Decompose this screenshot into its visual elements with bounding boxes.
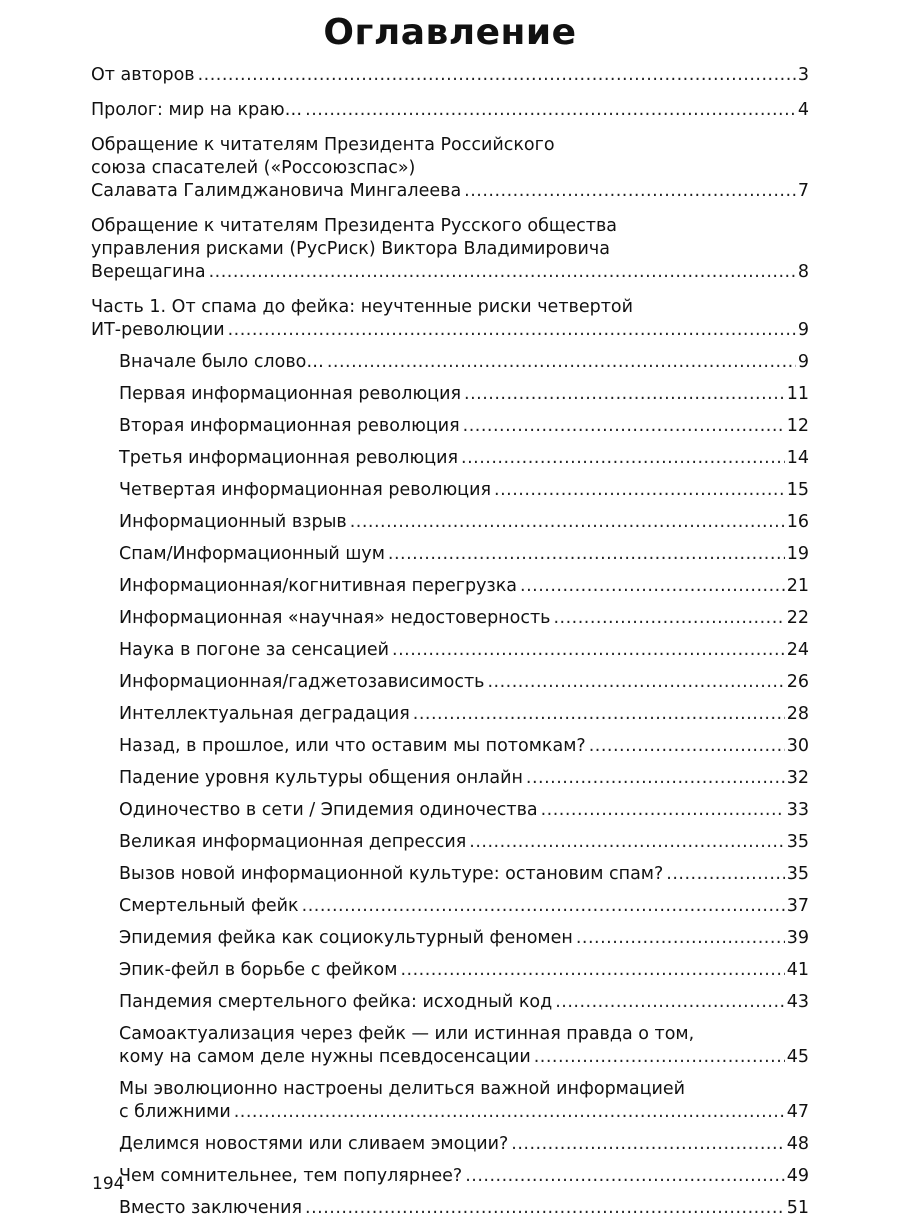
toc-entry: [119, 671, 809, 694]
toc-entry-text: кому на самом деле нужны псевдосенсации: [119, 1047, 531, 1067]
dot-leader: [465, 1165, 785, 1188]
toc-entry-text: Делимся новостями или сливаем эмоции?: [119, 1134, 509, 1154]
toc-entry-text: Чем сомнительнее, тем популярнее?: [119, 1166, 463, 1186]
toc-entry-text: Падение уровня культуры общения онлайн: [119, 768, 523, 788]
page-number: 194: [92, 1174, 125, 1194]
toc-entry-text: Вначале было слово…: [119, 352, 324, 372]
toc-entry-text: От авторов: [91, 65, 195, 85]
toc-entry-row: [91, 319, 809, 342]
toc-page-number: 47: [786, 1102, 809, 1122]
toc-entry-text: Эпидемия фейка как социокультурный феномен: [119, 928, 573, 948]
dot-leader: [302, 895, 785, 918]
dot-leader: [520, 575, 785, 598]
toc-entry-row: [119, 863, 809, 886]
dot-leader: [555, 991, 785, 1014]
toc-page-number: 48: [786, 1134, 809, 1154]
toc-entry-row: [119, 831, 809, 854]
toc-entry-row: [119, 767, 809, 790]
toc-page-number: 35: [786, 832, 809, 852]
toc-page-number: 12: [786, 416, 809, 436]
toc-entry-text: с ближними: [119, 1102, 231, 1122]
toc-entry-text: управления рисками (РусРиск) Виктора Владимировича: [91, 239, 610, 259]
dot-leader: [487, 671, 784, 694]
toc-entry: [119, 703, 809, 726]
toc-entry: [91, 99, 809, 122]
toc-entry-row: [119, 1101, 809, 1124]
toc-page-number: 11: [786, 384, 809, 404]
toc-entry-row: [119, 575, 809, 598]
toc-entry-text: Информационная/когнитивная перегрузка: [119, 576, 518, 596]
toc-page-number: 8: [797, 262, 809, 282]
toc-page-number: 28: [786, 704, 809, 724]
dot-leader: [553, 607, 784, 630]
toc-page-number: 39: [786, 928, 809, 948]
dot-leader: [228, 319, 796, 342]
toc-entry-text: Самоактуализация через фейк — или истинная правда о том,: [119, 1024, 695, 1044]
toc-entry-row: [119, 703, 809, 726]
toc-entry-row: [119, 895, 809, 918]
toc-entry: [119, 1133, 809, 1156]
dot-leader: [400, 959, 784, 982]
toc-entry-text: Пролог: мир на краю…: [91, 100, 303, 120]
toc-entry: [119, 415, 809, 438]
dot-leader: [392, 639, 785, 662]
toc-page-number: 45: [786, 1047, 809, 1067]
dot-leader: [198, 64, 796, 87]
toc-entry: [119, 639, 809, 662]
toc-entry-row: [119, 1133, 809, 1156]
toc-entry-row: [119, 479, 809, 502]
toc-entry: [119, 959, 809, 982]
toc-entry-text: Информационная «научная» недостоверность: [119, 608, 551, 628]
toc-entry-text: Великая информационная депрессия: [119, 832, 467, 852]
toc-entry-text: Обращение к читателям Президента Российского: [91, 135, 555, 155]
toc-entry-row: [119, 415, 809, 438]
toc-entry-text: Смертельный фейк: [119, 896, 299, 916]
dot-leader: [388, 543, 785, 566]
toc-entry-row: [119, 927, 809, 950]
toc-entry-row: [119, 639, 809, 662]
toc-page-number: 7: [797, 181, 809, 201]
toc-page-number: 19: [786, 544, 809, 564]
toc-entry-text: Спам/Информационный шум: [119, 544, 385, 564]
toc-entry-row: [119, 511, 809, 534]
toc-page-number: 43: [786, 992, 809, 1012]
toc-entry-row: [119, 735, 809, 758]
toc-page-number: 22: [786, 608, 809, 628]
dot-leader: [576, 927, 785, 950]
toc-entry-text: Салавата Галимджановича Мингалеева: [91, 181, 462, 201]
toc-entry-text: союза спасателей («Россоюзспас»): [91, 158, 416, 178]
toc-entry-row: [119, 543, 809, 566]
toc-entry: [119, 991, 809, 1014]
toc-entry: [119, 767, 809, 790]
toc-entry: [91, 134, 809, 203]
toc-entry: [119, 1023, 809, 1069]
dot-leader: [413, 703, 785, 726]
toc-page-number: 21: [786, 576, 809, 596]
dot-leader: [464, 383, 785, 406]
toc-entry: [119, 447, 809, 470]
toc-page-number: 37: [786, 896, 809, 916]
toc-entry: [119, 863, 809, 886]
toc-entry-row: [119, 959, 809, 982]
dot-leader: [526, 767, 785, 790]
toc-entry-text: Вызов новой информационной культуре: остановим спам?: [119, 864, 664, 884]
toc-entry-text: Эпик-фейл в борьбе с фейком: [119, 960, 398, 980]
toc-entry: [91, 215, 809, 284]
toc-entry-row: [119, 1046, 809, 1069]
toc-entry-text: Вторая информационная революция: [119, 416, 460, 436]
toc-entry-text: Пандемия смертельного фейка: исходный код: [119, 992, 553, 1012]
toc-page-number: 41: [786, 960, 809, 980]
toc-entry-text: Наука в погоне за сенсацией: [119, 640, 389, 660]
toc-entry: [119, 479, 809, 502]
toc-page-number: 16: [786, 512, 809, 532]
dot-leader: [534, 1046, 785, 1069]
toc-entry: [119, 895, 809, 918]
toc-entry: [119, 511, 809, 534]
dot-leader: [327, 351, 796, 374]
toc-entry-text: Третья информационная революция: [119, 448, 458, 468]
toc-page-number: 33: [786, 800, 809, 820]
toc-entry-row: [91, 180, 809, 203]
toc-entry-text: Вместо заключения: [119, 1198, 303, 1218]
toc-page-number: 15: [786, 480, 809, 500]
toc-page-number: 3: [797, 65, 809, 85]
toc-entry-text: Четвертая информационная революция: [119, 480, 491, 500]
toc-entry-text: Обращение к читателям Президента Русского общества: [91, 216, 617, 236]
toc-entry: [119, 351, 809, 374]
toc-entry: [119, 1078, 809, 1124]
toc-entry: [119, 735, 809, 758]
toc-page-number: 51: [786, 1198, 809, 1218]
toc-entry: [91, 64, 809, 87]
dot-leader: [464, 180, 796, 203]
toc-entry-row: [119, 991, 809, 1014]
table-of-contents: [91, 64, 809, 1229]
dot-leader: [666, 863, 784, 886]
toc-page-number: 4: [797, 100, 809, 120]
toc-entry-text: Информационный взрыв: [119, 512, 347, 532]
toc-entry: [119, 383, 809, 406]
toc-entry: [119, 575, 809, 598]
dot-leader: [350, 511, 785, 534]
toc-entry: [119, 607, 809, 630]
toc-entry-row: [91, 99, 809, 122]
toc-entry-text: Одиночество в сети / Эпидемия одиночества: [119, 800, 538, 820]
toc-entry-row: [119, 607, 809, 630]
toc-entry: [91, 296, 809, 342]
toc-page-number: 14: [786, 448, 809, 468]
dot-leader: [494, 479, 785, 502]
dot-leader: [305, 1197, 785, 1220]
toc-entry-text: Часть 1. От спама до фейка: неучтенные риски четвертой: [91, 297, 633, 317]
toc-entry-text: Назад, в прошлое, или что оставим мы потомкам?: [119, 736, 586, 756]
toc-page-number: 26: [786, 672, 809, 692]
toc-entry: [119, 799, 809, 822]
toc-entry-row: [119, 447, 809, 470]
dot-leader: [511, 1133, 784, 1156]
toc-page-number: 49: [786, 1166, 809, 1186]
toc-entry-row: [119, 1197, 809, 1220]
toc-page-number: 9: [797, 352, 809, 372]
dot-leader: [209, 261, 796, 284]
dot-leader: [469, 831, 784, 854]
toc-entry: [119, 927, 809, 950]
toc-entry-text: Верещагина: [91, 262, 206, 282]
toc-entry-row: [91, 261, 809, 284]
toc-entry: [119, 1197, 809, 1220]
dot-leader: [589, 735, 785, 758]
toc-page-number: 30: [786, 736, 809, 756]
toc-page-number: 32: [786, 768, 809, 788]
toc-entry-row: [119, 671, 809, 694]
toc-entry-text: Первая информационная революция: [119, 384, 461, 404]
toc-entry-text: ИТ-революции: [91, 320, 225, 340]
toc-entry-text: Мы эволюционно настроены делиться важной информацией: [119, 1079, 686, 1099]
toc-entry-text: Информационная/гаджетозависимость: [119, 672, 485, 692]
dot-leader: [463, 415, 785, 438]
toc-entry: [119, 1165, 809, 1188]
dot-leader: [541, 799, 785, 822]
toc-page-number: 24: [786, 640, 809, 660]
dot-leader: [461, 447, 785, 470]
toc-entry-row: [119, 799, 809, 822]
toc-page-number: 9: [797, 320, 809, 340]
toc-entry: [119, 831, 809, 854]
toc-entry-text: Интеллектуальная деградация: [119, 704, 410, 724]
toc-entry: [119, 543, 809, 566]
dot-leader: [305, 99, 796, 122]
toc-entry-row: [119, 383, 809, 406]
toc-entry-row: [119, 351, 809, 374]
toc-page-number: 35: [786, 864, 809, 884]
page-title: Оглавление: [323, 12, 577, 53]
toc-entry-row: [91, 64, 809, 87]
dot-leader: [234, 1101, 785, 1124]
toc-entry-row: [119, 1165, 809, 1188]
